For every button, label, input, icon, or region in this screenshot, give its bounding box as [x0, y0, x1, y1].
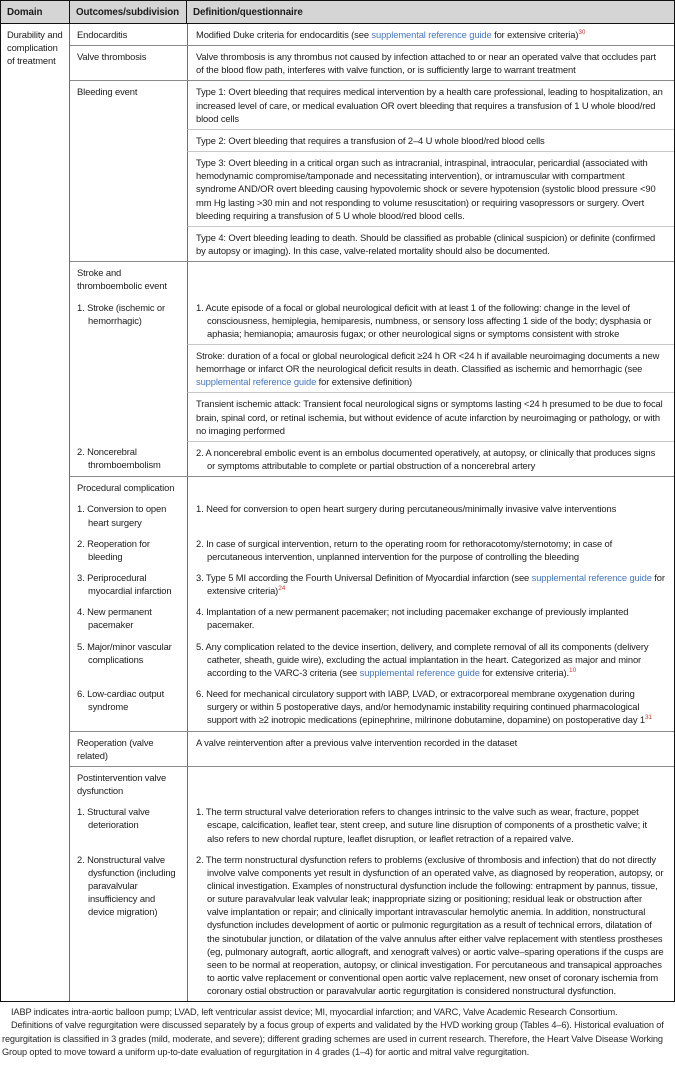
supplemental-reference-link[interactable]: supplemental reference guide [531, 572, 652, 583]
table-subrow [70, 46, 674, 80]
outcome-label: 1. Conversion to open heart surgery [77, 503, 167, 528]
table-subrow [70, 732, 674, 766]
table-subrow [70, 533, 674, 567]
table-rows [70, 24, 674, 1001]
definition-paragraph: Type 1: Overt bleeding that requires medical intervention by a health care professional, leading to hospitalization, an increased level of care, or medical evaluation OR overt bleeding that requires a transfusion of 1 U whole blood/red blood cells [196, 86, 663, 124]
supplemental-reference-link[interactable]: supplemental reference guide [359, 666, 480, 678]
reference-citation[interactable]: 30 [578, 28, 586, 36]
definition-paragraph: 1. The term structural valve deterioration refers to changes intrinsic to the valve such as wear, fracture, poppet escape, calcification, leaflet tear, stent creep, and suture line disruption of components of a prosthetic valve; it also refers to new chordal rupture, leaflet disruption, or leaflet retraction of a repaired valve. [196, 806, 647, 844]
definition-cell [187, 344, 674, 392]
table-subrow [70, 129, 674, 151]
table-subrow [70, 498, 674, 532]
table-row [70, 261, 674, 476]
outcome-label: 4. New permanent pacemaker [77, 606, 152, 631]
table-subrow [70, 24, 674, 45]
table-row [70, 80, 674, 261]
table-subrow [70, 441, 674, 476]
definition-paragraph: 2. The term nonstructural dysfunction refers to problems (exclusive of thrombosis and infection) that do not directly involve valve components yet result in dysfunction of an operated valve, as diagnosed by reoperation, autopsy, or clinical investigation. Examples of nonstructural dysfunction include the following: entrapment by pannus, tissue, or suture paravalvular leak valvular leak; inappropriate sizing or positioning; residual leak or obstruction after valve implantation or repair; and clinically important intravascular hemolytic anemia. In addition, nonstructural dysfunction includes development of aortic or pulmonic regurgitation as a result of technical errors, dilatation of the sinotubular junction, or dilatation of the valve annulus after either valve replacement with stentless prostheses (eg, pulmonary autograft, aortic allograft, and xenograft valves) or aortic valve–sparing operations if the cusps are seen to be normal at reoperation, autopsy, or clinical investigation. For percutaneous and transapical approaches to aortic valve replacement or conventional open aortic valve replacement, new onset of coronary ischemia from coronary ostial obstruction or paravalvular aortic regurgitation is considered nonstructural dysfunction. [196, 853, 664, 997]
definition-paragraph: A valve reintervention after a previous valve intervention recorded in the dataset [196, 736, 518, 748]
outcome-cell [70, 24, 187, 45]
definition-cell [187, 392, 674, 440]
definition-paragraph: 4. Implantation of a new permanent pacemaker; not including pacemaker exchange of previously implanted pacemaker. [196, 606, 629, 631]
column-header-domain: Domain [1, 1, 70, 23]
table-subrow [70, 477, 674, 498]
outcome-cell [70, 441, 187, 476]
outcome-label: 2. Nonstructural valve dysfunction (including paravalvular insufficiency and device migration) [77, 853, 176, 918]
definition-cell [187, 226, 674, 261]
definition-cell [187, 24, 674, 45]
outcome-cell [70, 392, 187, 440]
table-subrow [70, 601, 674, 635]
outcome-label: 1. Stroke (ischemic or hemorrhagic) [77, 301, 166, 326]
definition-cell [187, 441, 674, 476]
outcome-cell [70, 732, 187, 766]
outcome-label: Valve thrombosis [77, 51, 147, 63]
definition-paragraph: 5. Any complication related to the device insertion, delivery, and complete removal of all its components (delivery catheter, sheath, guide wire), excluding the actual implantation in the heart. Categorized as major and minor according to the VARC-3 criteria (see supplemental reference guide for extensive criteria).$^{10}$ [196, 640, 649, 678]
table-row [70, 731, 674, 766]
table-subrow [70, 392, 674, 440]
table-header-row [1, 1, 674, 24]
outcome-label: 6. Low-cardiac output syndrome [77, 688, 165, 713]
definition-cell [187, 567, 674, 601]
definition-cell [187, 129, 674, 151]
definition-cell [187, 732, 674, 766]
outcome-cell [70, 567, 187, 601]
definition-paragraph: 3. Type 5 MI according the Fourth Universal Definition of Myocardial infarction (see supplemental reference guide for extensive criteria)$^{24}$ [196, 572, 665, 597]
definition-paragraph: 1. Need for conversion to open heart surgery during percutaneous/minimally invasive valve interventions [196, 503, 617, 515]
definition-paragraph: Valve thrombosis is any thrombus not caused by infection attached to or near an operated valve that occludes part of the blood flow path, interferes with valve function, or is sufficiently large to warrant treatment [196, 51, 656, 76]
definition-cell [187, 46, 674, 80]
definition-cell [187, 297, 674, 344]
table-subrow [70, 683, 674, 730]
table-row [70, 24, 674, 45]
table-row [70, 45, 674, 80]
definition-cell [187, 262, 674, 296]
table-subrow [70, 767, 674, 801]
supplemental-reference-link[interactable]: supplemental reference guide [196, 376, 317, 388]
definition-paragraph: Type 4: Overt bleeding leading to death. Should be classified as probable (clinical suspicion) or definite (confirmed by autopsy or imaging). In this case, valve-related mortality should also be documented. [196, 231, 656, 257]
definition-paragraph: Type 2: Overt bleeding that requires a transfusion of 2–4 U whole blood/red blood cells [196, 134, 545, 146]
definition-cell [187, 498, 674, 532]
outcome-cell [70, 226, 187, 261]
outcome-cell [70, 533, 187, 567]
outcome-cell [70, 477, 187, 498]
reference-citation[interactable]: 31 [645, 714, 653, 722]
outcome-label: Endocarditis [77, 29, 128, 40]
outcome-cell [70, 636, 187, 683]
reference-citation[interactable]: 24 [278, 585, 286, 593]
outcome-cell [70, 801, 187, 848]
table-subrow [70, 636, 674, 683]
definition-paragraph: 2. A noncerebral embolic event is an embolus documented operatively, at autopsy, or clinically that produces signs or symptoms attributable to complete or partial obstruction of a noncerebral artery [196, 446, 656, 472]
definition-cell [187, 477, 674, 498]
table-subrow [70, 81, 674, 128]
outcome-cell [70, 262, 187, 296]
table-body [1, 24, 674, 1001]
table-subrow [70, 344, 674, 392]
outcome-cell [70, 344, 187, 392]
table-subrow [70, 801, 674, 848]
footnote-paragraph: Definitions of valve regurgitation were discussed separately by a focus group of experts and validated by the HVD working group (Tables 4–6). Historical evaluation of regurgitation is classified in 3 grades (mild, moderate, and severe); different grading schemes are used in current research. Therefore, the Heart Valve Disease Working Group opted to move toward a uniform up-to-date evaluation of regurgitation in 4 grades (1–4) for aortic and mitral valve regurgitation. [2, 1020, 664, 1057]
outcome-cell [70, 81, 187, 128]
definition-paragraph: 2. In case of surgical intervention, return to the operating room for rethoracotomy/sternotomy; in case of percutaneous intervention, unplanned intervention for the purpose of controlling the bleeding [196, 537, 613, 562]
definition-paragraph: Transient ischemic attack: Transient focal neurological signs or symptoms lasting <24 h presumed to be due to focal brain, spinal cord, or retinal ischemia, but without evidence of acute infarction by neuroimaging or pathology, or with no imaging performed [196, 398, 663, 436]
outcome-cell [70, 46, 187, 80]
table-subrow [70, 262, 674, 296]
outcome-label: Postintervention valve dysfunction [77, 771, 167, 797]
outcome-label: 5. Major/minor vascular complications [77, 640, 172, 665]
definition-cell [187, 636, 674, 683]
outcome-cell [70, 151, 187, 226]
footnotes [0, 1002, 675, 1064]
table-subrow [70, 151, 674, 226]
definition-cell [187, 801, 674, 848]
outcome-cell [70, 129, 187, 151]
definition-cell [187, 81, 674, 128]
outcome-cell [70, 297, 187, 344]
table-row [70, 766, 674, 1002]
reference-citation[interactable]: 10 [569, 666, 577, 674]
outcome-label: Reoperation (valve related) [77, 736, 154, 761]
outcome-label: Procedural complication [77, 482, 175, 494]
outcome-label: 2. Noncerebral thromboembolism [77, 445, 161, 471]
table-subrow [70, 567, 674, 601]
definition-paragraph: Modified Duke criteria for endocarditis (see supplemental reference guide for extensive criteria)$^{30}$ [196, 28, 586, 40]
outcome-cell [70, 849, 187, 1002]
definition-cell [187, 601, 674, 635]
table-subrow [70, 849, 674, 1002]
definition-paragraph: 1. Acute episode of a focal or global neurological deficit with at least 1 of the following: change in the level of consciousness, hemiplegia, hemiparesis, numbness, or sensory loss affecting 1 side of the body; dysphasia or aphasia; hemianopia; amaurosis fugax; or other neurological signs or symptoms consistent with stroke [196, 301, 652, 339]
definition-cell [187, 849, 674, 1002]
domain-cell: Durability and complication of treatment [1, 24, 70, 1001]
outcome-label: 3. Periprocedural myocardial infarction [77, 572, 172, 597]
supplemental-reference-link[interactable]: supplemental reference guide [371, 29, 492, 40]
outcome-label: Bleeding event [77, 86, 138, 98]
definition-cell [187, 533, 674, 567]
table-row [70, 476, 674, 730]
definition-cell [187, 683, 674, 730]
column-header-outcomes: Outcomes/subdivision [70, 1, 187, 23]
footnote-paragraph: IABP indicates intra-aortic balloon pump; LVAD, left ventricular assist device; MI, myocardial infarction; and VARC, Valve Academic Research Consortium. [11, 1007, 618, 1018]
definition-paragraph: Type 3: Overt bleeding in a critical organ such as intracranial, intraspinal, intraocular, pericardial (associated with hemodynamic compromise/tamponade and necessitating intervention), or intramuscular with compartment syndrome AND/OR overt bleeding causing hypovolemic shock or severe hypotension (systolic blood pressure <90 mm Hg lasting >30 min and not responding to volume resuscitation) or requiring vasopressors or surgery. Overt bleeding requiring a transfusion of 5 U whole blood/red blood cells. [196, 157, 656, 221]
outcome-cell [70, 683, 187, 730]
definition-paragraph: 6. Need for mechanical circulatory support with IABP, LVAD, or extracorporeal membrane oxygenation during surgery or within 5 postoperative days, and/or hemodynamic instability requiring continued pharmacological support with ≥2 inotropic medications (epinephrine, milrinone dobutamine, dopamine) on postoperative day 1$^{31}$ [196, 688, 653, 726]
definition-cell [187, 767, 674, 801]
definition-paragraph: Stroke: duration of a focal or global neurological deficit ≥24 h OR <24 h if available neuroimaging documents a new hemorrhage or infarct OR the neurological deficit results in death. Classified as ischemic and hemorrhagic (see supplemental reference guide for extensive definition) [196, 349, 660, 388]
table-subrow [70, 226, 674, 261]
outcome-label: 1. Structural valve deterioration [77, 806, 150, 831]
outcome-label: Stroke and thromboembolic event [77, 267, 167, 292]
table-subrow [70, 297, 674, 344]
outcome-cell [70, 498, 187, 532]
column-header-definition: Definition/questionnaire [193, 7, 303, 18]
definition-cell [187, 151, 674, 226]
outcome-label: 2. Reoperation for bleeding [77, 537, 150, 562]
outcome-cell [70, 601, 187, 635]
outcome-cell [70, 767, 187, 801]
